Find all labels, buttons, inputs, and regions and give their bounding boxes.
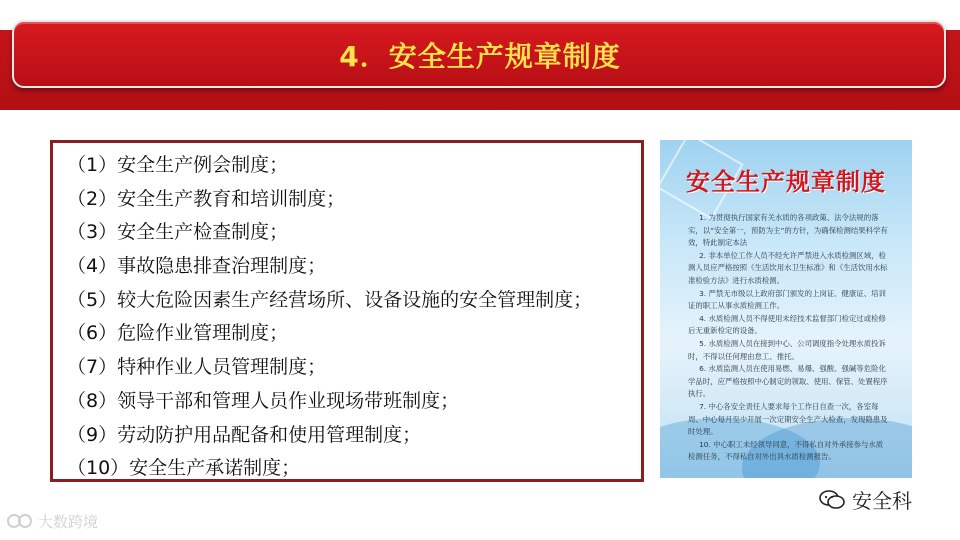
list-item: （6）危险作业管理制度； (67, 322, 289, 345)
list-item: （3）安全生产检查制度； (67, 221, 289, 244)
poster-paragraph: 6. 水质监测人员在使用易燃、易爆、强酸、强碱等危险化学品时，应严格按照中心制定的领取、使用、保管、处置程序执行。 (688, 364, 888, 399)
list-item: （10）安全生产承诺制度； (67, 457, 301, 480)
brand-watermark (6, 510, 98, 532)
list-item: （4）事故隐患排查治理制度； (67, 255, 327, 278)
wechat-icon (818, 488, 846, 512)
poster-body (688, 212, 890, 464)
regulations-list (50, 140, 644, 482)
watermark-text: 安全科 (852, 489, 912, 513)
poster-paragraph: 7. 中心各安全责任人要求每个工作日自查一次，各室每周、中心每月至少开展一次定期安全生产大检查，发现隐患及时处理。 (688, 401, 888, 437)
list-item: （9）劳动防护用品配备和使用管理制度； (67, 423, 422, 446)
poster-paragraph: 5. 水质检测人员在接到中心、公司调度指令处理水质投诉时，不得以任何理由怠工、推托。 (688, 338, 886, 361)
poster-paragraph: 3. 严禁无市级以上政府部门颁发的上岗证、健康证、培训证的职工从事水质检测工作。 (688, 288, 886, 311)
poster-paragraph: 10. 中心职工未经领导同意，不得私自对外承接参与水质检测任务，不得私自对外出具水质检测报告。 (688, 439, 884, 462)
slide-title: 4．安全生产规章制度 (339, 40, 621, 73)
poster-paragraph: 4. 水质检测人员不得使用未经技术监督部门检定过或检修后无重新检定的设备。 (688, 313, 886, 336)
list-item: （1）安全生产例会制度； (67, 154, 289, 176)
poster-paragraph: 2. 非本单位工作人员不经允许严禁进入水质检测区域，检测人员应严格按照《生活饮用水卫生标准》和《生活饮用水标准检验方法》进行水质检测。 (688, 250, 888, 285)
watermark-text: 大数跨境 (38, 512, 99, 531)
list-item: （8）领导干部和管理人员作业现场带班制度； (67, 389, 460, 412)
list-item: （2）安全生产教育和培训制度； (67, 187, 346, 210)
poster-paragraph: 1. 为贯彻执行国家有关水质的各项政策、法令法规的落实，以“安全第一，预防为主”的方针，为确保检测结果科学有效，特此制定本法 (688, 213, 888, 248)
wechat-watermark (818, 485, 912, 514)
poster-title: 安全生产规章制度 (686, 167, 886, 196)
list-item: （5）较大危险因素生产经营场所、设备设施的安全管理制度； (67, 288, 593, 311)
list-item: （7）特种作业人员管理制度； (67, 356, 327, 379)
brand-logo-icon (6, 510, 34, 532)
safety-rules-poster (660, 140, 912, 478)
